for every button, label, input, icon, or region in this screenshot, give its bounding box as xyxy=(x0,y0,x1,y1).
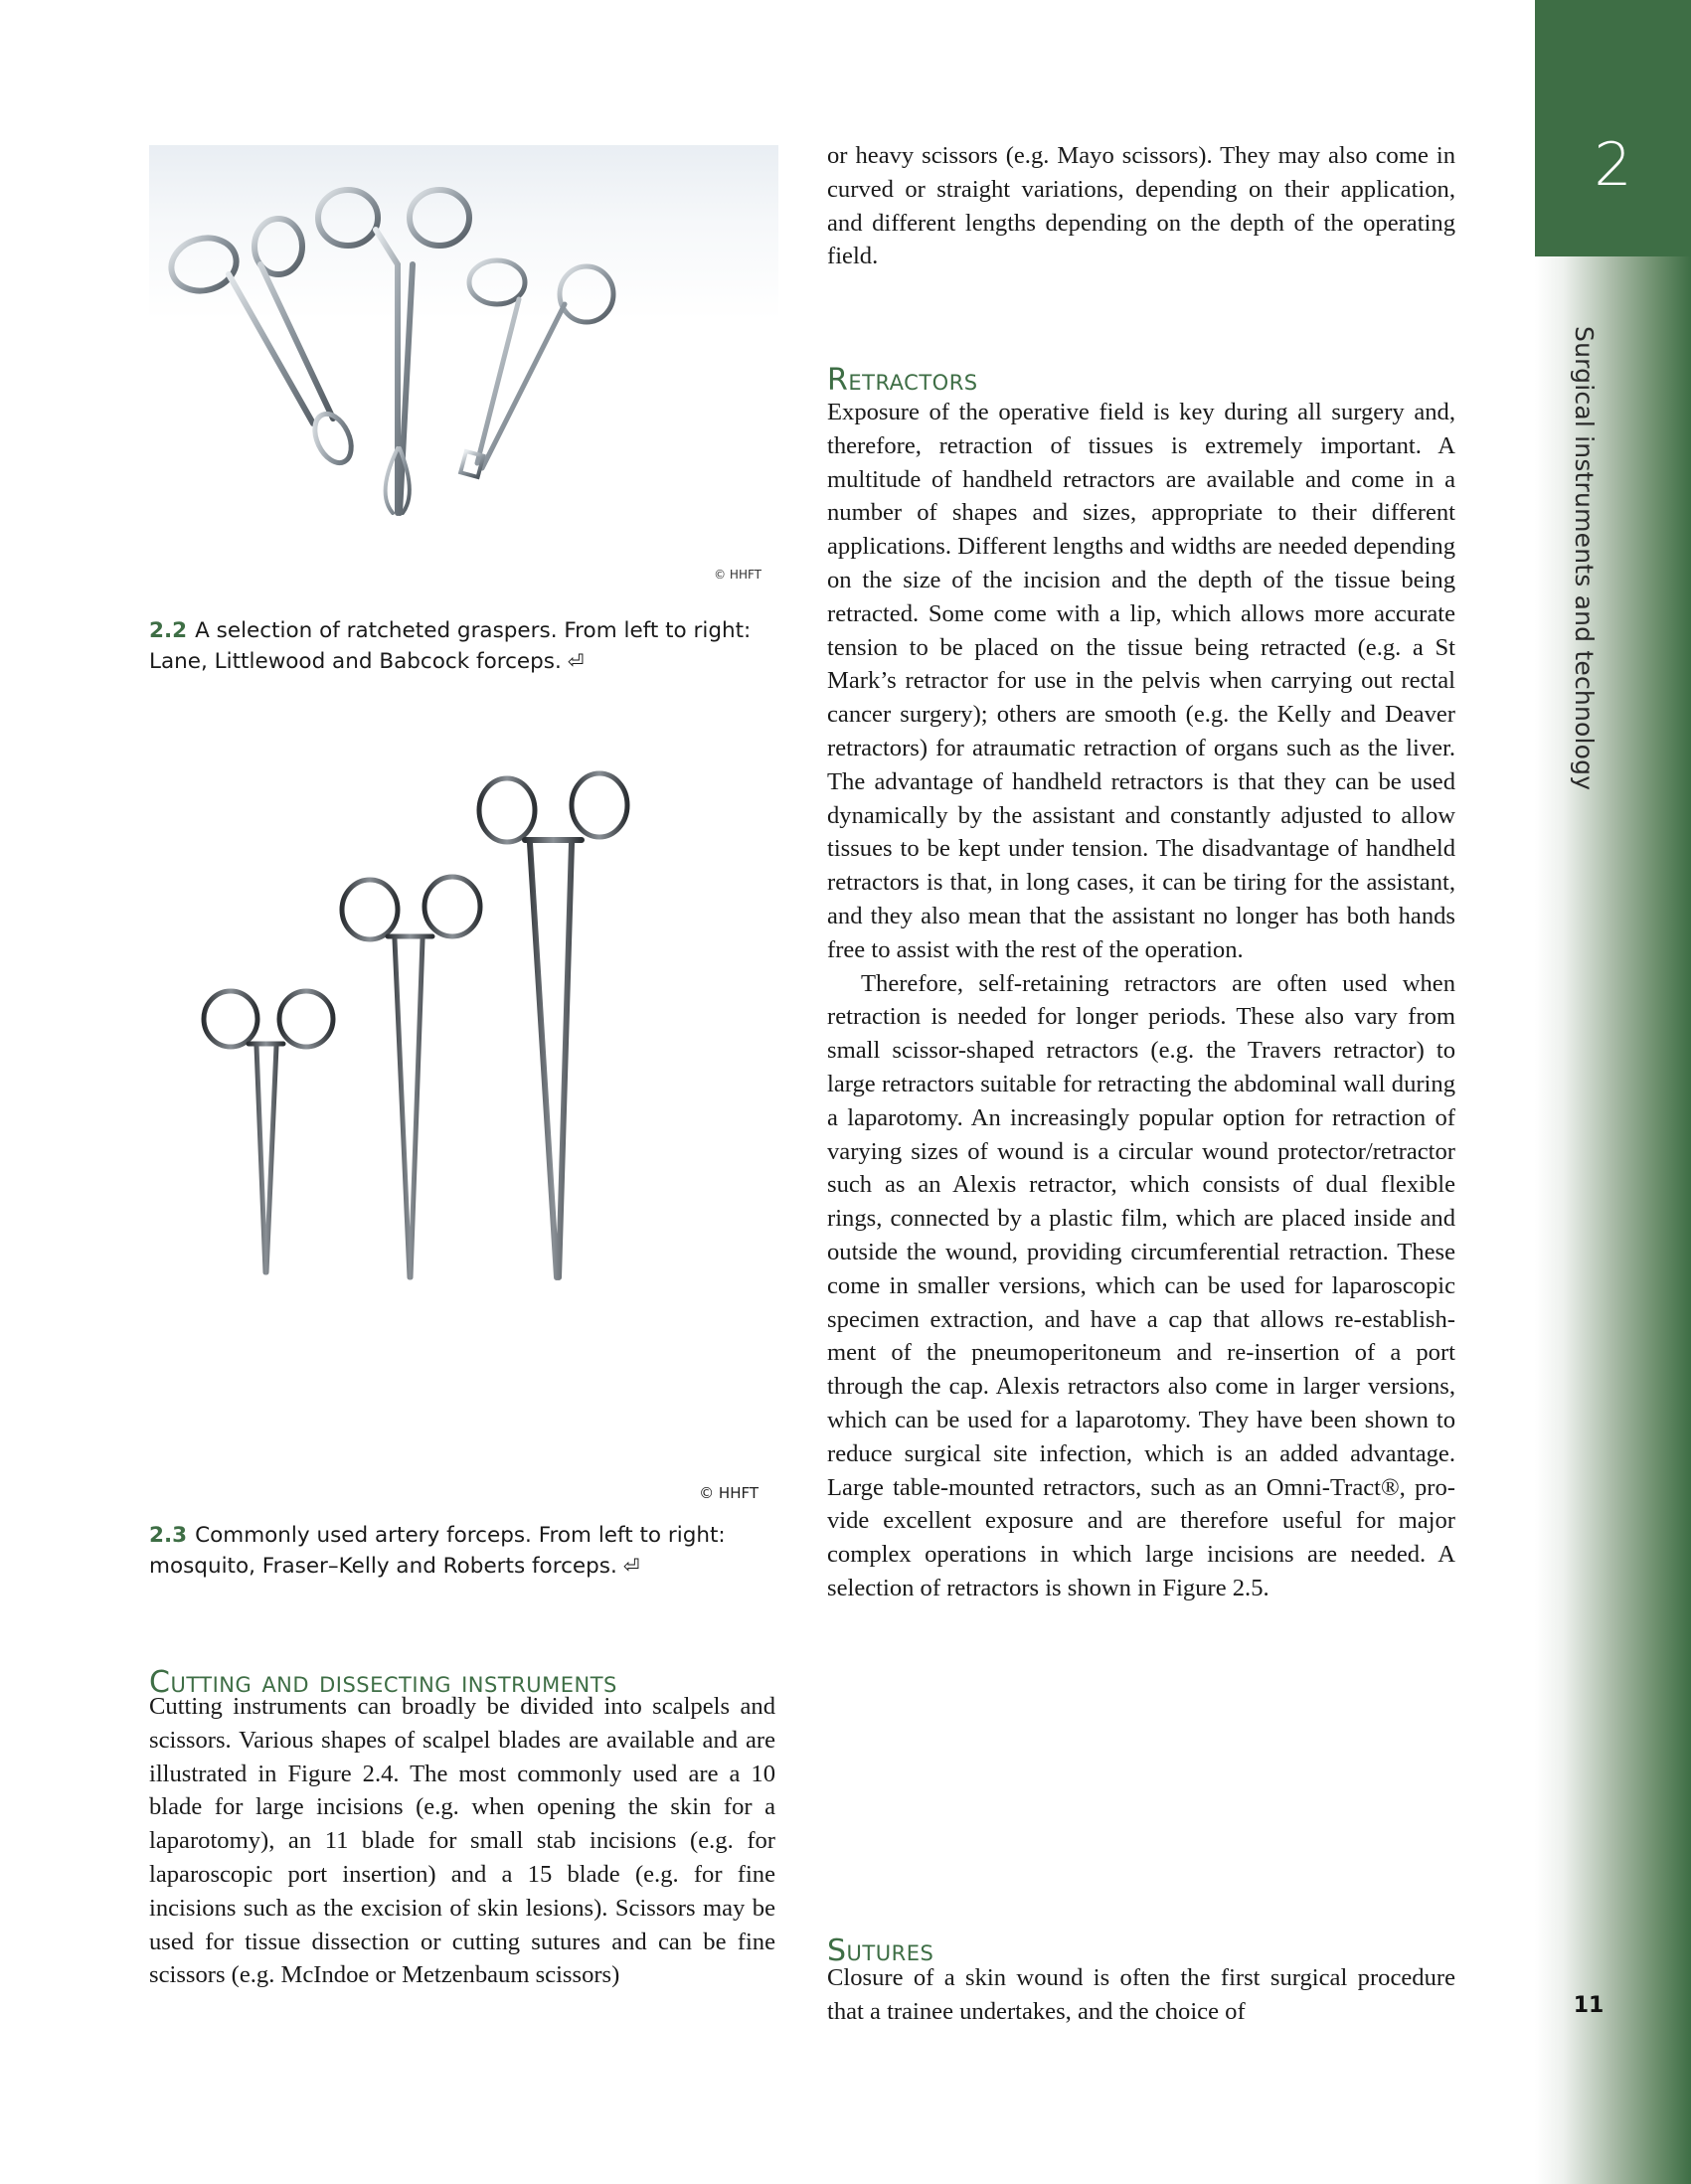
figure-2-3-caption xyxy=(149,1521,785,1582)
roberts-forceps-image xyxy=(479,773,627,1277)
chapter-number: 2 xyxy=(1594,130,1632,200)
section-heading-sutures: Sutures xyxy=(827,1932,934,1968)
graspers-illustration xyxy=(149,145,778,583)
figure-2-2-ratcheted-graspers xyxy=(149,145,778,583)
cutting-continuation xyxy=(827,139,1455,273)
figure-credit: © HHFT xyxy=(714,568,761,582)
babcock-forceps-image xyxy=(460,260,613,477)
section-heading-cutting: Cutting and dissecting instruments xyxy=(149,1664,617,1700)
section-heading-retractors: Retractors xyxy=(827,362,978,398)
figure-credit: © HHFT xyxy=(699,1484,759,1502)
figure-label: 2.3 xyxy=(149,1523,188,1548)
figure-2-3-artery-forceps xyxy=(149,756,778,1511)
caption-text: Commonly used artery forceps. From left to right: mosquito, Fraser–Kelly and Roberts forceps. xyxy=(149,1523,726,1579)
page-number: 11 xyxy=(1573,1993,1605,2018)
running-title: Surgical instruments and technology xyxy=(1570,326,1599,791)
paragraph: Therefore, self-retaining retractors are often used when retraction is needed for longer periods. These also vary from small scissor-shaped retractors (e.g. the Travers retractor) to large retractors suitable for retracting the abdominal wall during a laparotomy. An increasingly popular option for retraction of varying sizes of wound is a circular wound protector/​retractor such as an Alexis retractor, which consists of dual flexible rings, connected by a plastic film, which are placed inside and outside the wound, providing circumferential retraction. These come in smaller versions, which can be used for laparoscopic specimen extraction, and have a cap that allows re-establishment of the pneumoperitoneum and re-insertion of a port through the cap. Alexis retractors also come in larger versions, which can be used for a laparotomy. They have been shown to reduce surgical site infection, which is an added advantage. Large table-mounted retractors, such as an Omni-Tract®, provide excellent exposure and are therefore useful for major complex operations in which large incisions are needed. A selection of retractors is shown in Figure 2.5. xyxy=(827,969,1455,1601)
paragraph: Closure of a skin wound is often the first surgical procedure that a trainee undertakes, and the choice of xyxy=(827,1964,1455,2025)
paragraph: Exposure of the operative field is key during all surgery and, therefore, retraction of tissues is extremely important. A multitude of handheld retractors are available and come in a number of shapes and sizes, appropriate to their different applications. Different lengths and widths are needed depending on the size of the incision and the depth of the tissue being retracted. Some come with a lip, which allows more accurate tension to be placed on the tissue being retracted (e.g. a St Mark’s retractor for use in the pelvis when carrying out rectal cancer surgery); others are smooth (e.g. the Kelly and Deaver retractors) for atraumatic retraction of organs such as the liver. The advantage of handheld retractors is that they can be used dynamically by the assistant and constantly adjusted to allow tissues to be kept under tension. The disadvantage of handheld retractors is that, in long cases, it can be tiring for the assistant, and they also mean that the assistant no longer has both hands free to assist with the rest of the operation. xyxy=(827,399,1455,963)
chapter-tab xyxy=(1535,0,1691,256)
figure-2-2-caption xyxy=(149,616,785,677)
return-arrow-icon[interactable]: ⏎ xyxy=(622,1554,640,1578)
figure-label: 2.2 xyxy=(149,618,188,643)
return-arrow-icon[interactable]: ⏎ xyxy=(567,649,585,673)
paragraph: Cutting instruments can broadly be divided into scalpels and scissors. Various shapes of scalpel blades are available and are illustrated in Figure 2.4. The most commonly used are a 10 blade for large incisions (e.g. when opening the skin for a laparotomy), an 11 blade for small stab incisions (e.g. for laparoscopic port insertion) and a 15 blade (e.g. for fine incisions such as the excision of skin lesions). Scissors may be used for tissue dissection or cutting sutures and can be fine scissors (e.g. McIndoe or Metzenbaum scissors) xyxy=(149,1693,775,1989)
sutures-body xyxy=(827,1961,1455,2029)
fraser-kelly-forceps-image xyxy=(342,877,480,1277)
cutting-body xyxy=(149,1690,775,1992)
lane-forceps-image xyxy=(165,219,358,468)
artery-forceps-illustration xyxy=(149,756,778,1511)
caption-text: A selection of ratcheted graspers. From left to right: Lane, Littlewood and Babcock forceps. xyxy=(149,618,752,674)
mosquito-forceps-image xyxy=(204,991,333,1272)
paragraph: or heavy scissors (e.g. Mayo scissors). They may also come in curved or straight variations, depending on their application, and different lengths depending on the depth of the operating field. xyxy=(827,142,1455,270)
retractors-body xyxy=(827,396,1455,1605)
